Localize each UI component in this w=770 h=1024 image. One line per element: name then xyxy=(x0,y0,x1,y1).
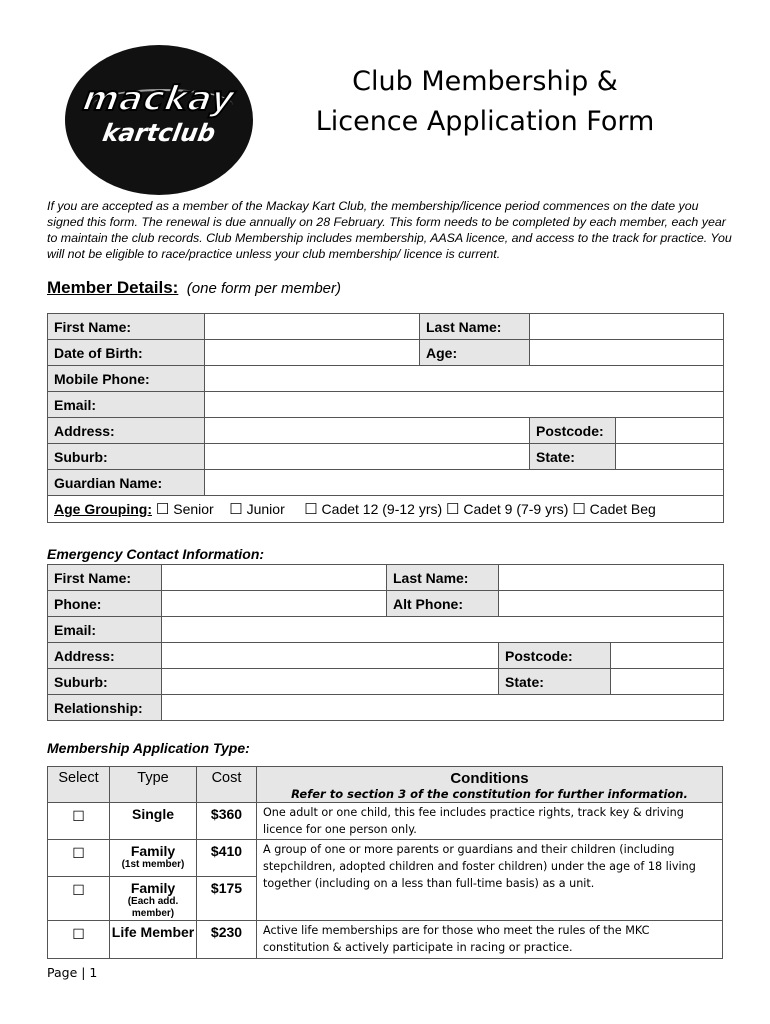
checkbox-cadet-9[interactable]: ☐ xyxy=(446,501,460,518)
select-family-first-checkbox[interactable]: ☐ xyxy=(48,840,110,877)
emergency-last-name-field[interactable] xyxy=(499,565,724,591)
table-row xyxy=(48,643,724,669)
type-family-first xyxy=(110,840,197,877)
conditions-header xyxy=(257,767,723,803)
emergency-address-label: Address: xyxy=(48,643,162,669)
cost-life-member: $230 xyxy=(197,921,257,959)
form-title-line2: Licence Application Form xyxy=(315,106,655,137)
emergency-first-name-field[interactable] xyxy=(162,565,387,591)
table-row xyxy=(48,366,724,392)
suburb-label: Suburb: xyxy=(48,444,205,470)
address-field[interactable] xyxy=(205,418,530,444)
checkbox-cadet-beg[interactable]: ☐ xyxy=(572,501,586,518)
email-field[interactable] xyxy=(205,392,724,418)
postcode-label: Postcode: xyxy=(530,418,616,444)
conditions-single: One adult or one child, this fee includes practice rights, track key & driving licence for one person only. xyxy=(257,803,723,840)
conditions-subtitle: Refer to section 3 of the constitution for further information. xyxy=(291,787,688,801)
cost-single: $360 xyxy=(197,803,257,840)
select-single-checkbox[interactable]: ☐ xyxy=(48,803,110,840)
cost-family-additional: $175 xyxy=(197,877,257,921)
last-name-label: Last Name: xyxy=(420,314,530,340)
state-field[interactable] xyxy=(616,444,724,470)
relationship-field[interactable] xyxy=(162,695,724,721)
option-cadet-9: Cadet 9 (7-9 yrs) xyxy=(463,501,569,517)
form-title-line1: Club Membership & xyxy=(352,66,618,97)
emergency-alt-phone-label: Alt Phone: xyxy=(387,591,499,617)
emergency-postcode-field[interactable] xyxy=(611,643,724,669)
table-row xyxy=(48,392,724,418)
emergency-email-label: Email: xyxy=(48,617,162,643)
type-sublabel: (Each add. member) xyxy=(127,896,179,919)
table-row xyxy=(48,565,724,591)
conditions-title: Conditions xyxy=(450,770,529,787)
member-details-heading xyxy=(47,278,341,298)
conditions-family: A group of one or more parents or guardians and their children (including stepchildren, adopted children and foster children) under the age of 18 living together (including on a less than full-time basis) as a unit. xyxy=(257,840,723,921)
table-row xyxy=(48,921,723,959)
guardian-label: Guardian Name: xyxy=(48,470,205,496)
emergency-state-label: State: xyxy=(499,669,611,695)
suburb-field[interactable] xyxy=(205,444,530,470)
club-logo xyxy=(65,45,253,195)
form-title xyxy=(300,62,670,142)
type-family-additional xyxy=(110,877,197,921)
emergency-alt-phone-field[interactable] xyxy=(499,591,724,617)
mobile-field[interactable] xyxy=(205,366,724,392)
address-label: Address: xyxy=(48,418,205,444)
table-row xyxy=(48,470,724,496)
type-label: Family xyxy=(130,880,176,896)
logo-word-mackay: mackay xyxy=(79,79,239,119)
mobile-label: Mobile Phone: xyxy=(48,366,205,392)
select-family-additional-checkbox[interactable]: ☐ xyxy=(48,877,110,921)
checkbox-senior[interactable]: ☐ xyxy=(155,501,170,518)
emergency-phone-label: Phone: xyxy=(48,591,162,617)
option-senior: Senior xyxy=(173,501,214,517)
table-row xyxy=(48,803,723,840)
table-row xyxy=(48,695,724,721)
select-life-member-checkbox[interactable]: ☐ xyxy=(48,921,110,959)
option-cadet-beg: Cadet Beg xyxy=(589,501,656,517)
emergency-phone-field[interactable] xyxy=(162,591,387,617)
type-life-member: Life Member xyxy=(110,921,197,959)
last-name-field[interactable] xyxy=(530,314,724,340)
table-row xyxy=(48,617,724,643)
checkbox-cadet-12[interactable]: ☐ xyxy=(304,501,318,518)
member-details-table xyxy=(47,313,724,523)
email-label: Email: xyxy=(48,392,205,418)
type-label: Family xyxy=(130,843,176,859)
table-row xyxy=(48,669,724,695)
table-row xyxy=(48,314,724,340)
emergency-state-field[interactable] xyxy=(611,669,724,695)
emergency-heading: Emergency Contact Information: xyxy=(47,546,265,562)
age-grouping-row xyxy=(48,496,724,523)
type-label: Single xyxy=(131,806,174,822)
dob-field[interactable] xyxy=(205,340,420,366)
table-row xyxy=(48,340,724,366)
table-row xyxy=(48,418,724,444)
type-header: Type xyxy=(110,767,197,803)
emergency-email-field[interactable] xyxy=(162,617,724,643)
membership-type-heading: Membership Application Type: xyxy=(47,740,250,756)
state-label: State: xyxy=(530,444,616,470)
age-grouping-label: Age Grouping: xyxy=(54,501,152,517)
emergency-first-name-label: First Name: xyxy=(48,565,162,591)
emergency-suburb-field[interactable] xyxy=(162,669,499,695)
cost-header: Cost xyxy=(197,767,257,803)
postcode-field[interactable] xyxy=(616,418,724,444)
table-row xyxy=(48,840,723,877)
type-sublabel: (1st member) xyxy=(121,859,185,870)
emergency-last-name-label: Last Name: xyxy=(387,565,499,591)
emergency-suburb-label: Suburb: xyxy=(48,669,162,695)
guardian-field[interactable] xyxy=(205,470,724,496)
membership-type-table xyxy=(47,766,723,959)
dob-label: Date of Birth: xyxy=(48,340,205,366)
type-single xyxy=(110,803,197,840)
first-name-label: First Name: xyxy=(48,314,205,340)
member-details-note: (one form per member) xyxy=(186,280,341,297)
table-row xyxy=(48,444,724,470)
conditions-life-member: Active life memberships are for those who meet the rules of the MKC constitution & actively participate in racing or practice. xyxy=(257,921,723,959)
emergency-address-field[interactable] xyxy=(162,643,499,669)
page-number: Page | 1 xyxy=(47,965,98,980)
option-junior: Junior xyxy=(246,501,285,517)
table-header-row xyxy=(48,767,723,803)
table-row xyxy=(48,496,724,523)
table-row xyxy=(48,591,724,617)
checkbox-junior[interactable]: ☐ xyxy=(229,501,243,518)
option-cadet-12: Cadet 12 (9-12 yrs) xyxy=(321,501,443,517)
member-details-title: Member Details: xyxy=(47,278,179,297)
relationship-label: Relationship: xyxy=(48,695,162,721)
select-header: Select xyxy=(48,767,110,803)
emergency-postcode-label: Postcode: xyxy=(499,643,611,669)
age-field[interactable] xyxy=(530,340,724,366)
intro-paragraph: If you are accepted as a member of the Mackay Kart Club, the membership/licence period commences on the date you signed this form. The renewal is due annually on 28 February. This form needs to be completed by each member, each year to maintain the club records. Club Membership includes membership, AASA licence, and access to the track for practice. You will not be eligible to race/practice unless your club membership/ licence is current. xyxy=(47,199,732,261)
emergency-table xyxy=(47,564,724,721)
age-label: Age: xyxy=(420,340,530,366)
logo-word-kartclub: kartclub xyxy=(100,119,218,147)
first-name-field[interactable] xyxy=(205,314,420,340)
cost-family-first: $410 xyxy=(197,840,257,877)
